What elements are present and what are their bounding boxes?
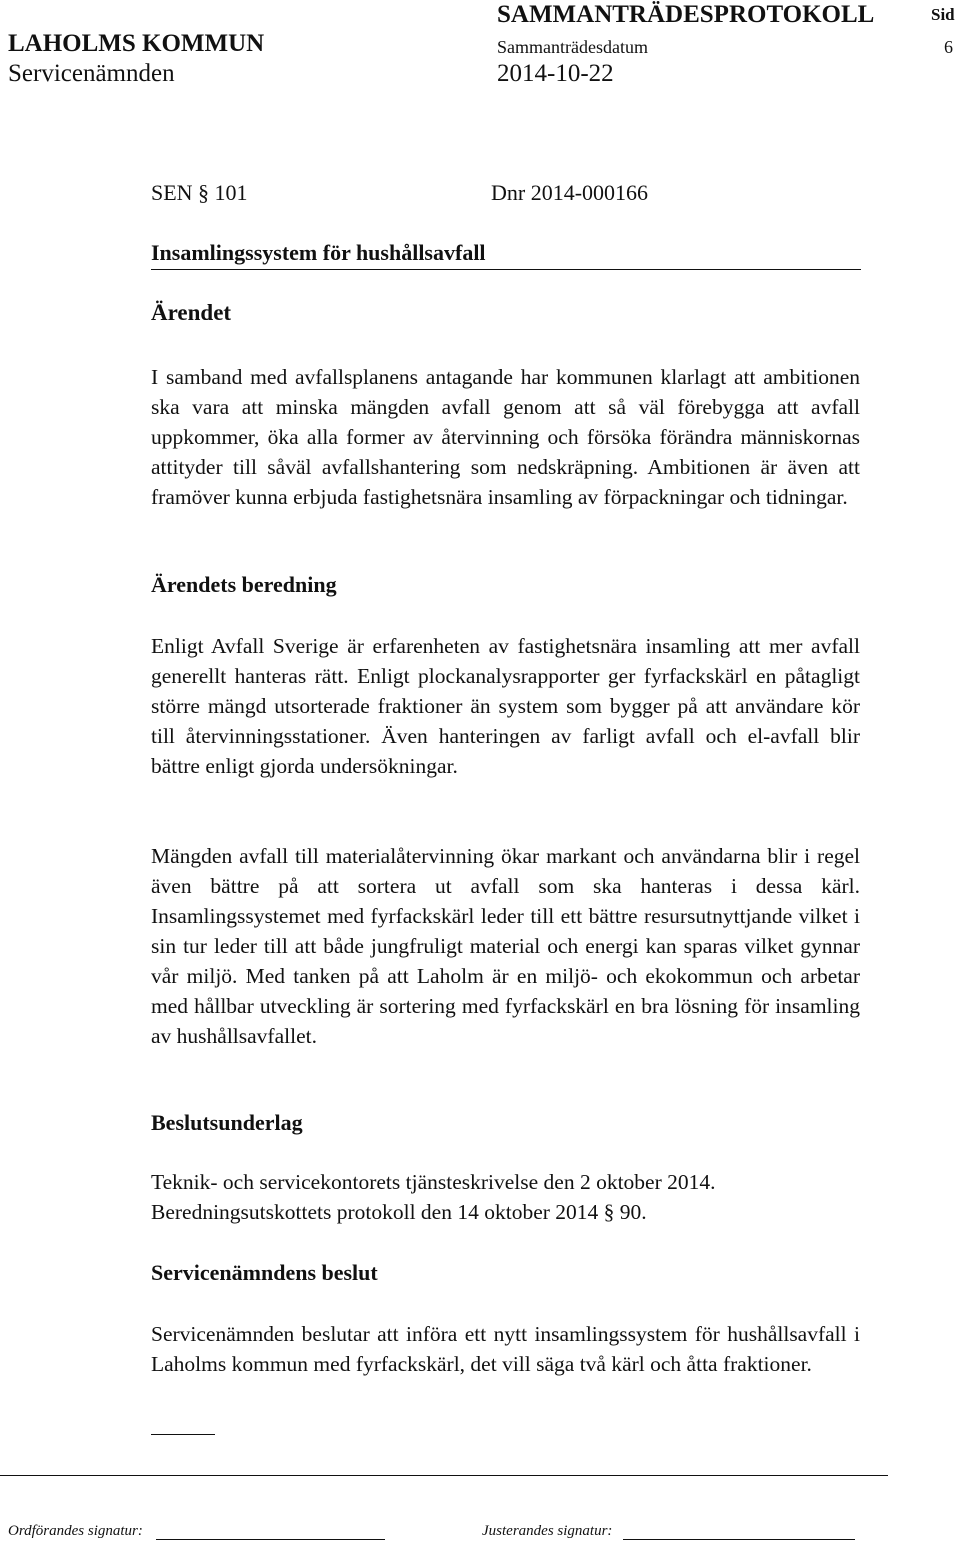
chair-signature-line	[156, 1539, 385, 1540]
chair-signature-label: Ordförandes signatur:	[8, 1523, 143, 1539]
page-number: 6	[944, 37, 953, 57]
meeting-date: 2014-10-22	[497, 60, 614, 87]
case-title: Insamlingssystem för hushållsavfall	[151, 240, 486, 265]
section-heading-beslutsunderlag: Beslutsunderlag	[151, 1110, 303, 1135]
beredning-paragraph-2: Mängden avfall till materialåtervinning ökar markant och användarna blir i regel även bättre på att sortera ut avfall som ska hanteras i dessa kärl. Insamlingssystemet med fyrfackskärl leder till ett bättre resursutnyttjande vilket i sin tur leder till att både jungfruligt material och energi kan sparas vilket gynnar vår miljö. Med tanken på att Laholm är en miljö- och ekokommun och arbetar med hållbar utveckling är sortering med fyrfackskärl en bra lösning för insamling av hushållsavfallet.	[151, 844, 860, 1048]
committee-name: Servicenämnden	[8, 60, 175, 87]
adjuster-signature-label: Justerandes signatur:	[482, 1523, 613, 1539]
municipality-name: LAHOLMS KOMMUN	[8, 30, 265, 57]
underlag-item-2: Beredningsutskottets protokoll den 14 oktober 2014 § 90.	[151, 1200, 647, 1224]
footer-divider	[0, 1475, 888, 1476]
meeting-date-label: Sammanträdesdatum	[497, 37, 648, 57]
underlag-item-1: Teknik- och servicekontorets tjänsteskrivelse den 2 oktober 2014.	[151, 1170, 716, 1194]
section-heading-arendet: Ärendet	[151, 300, 232, 325]
title-underline	[151, 269, 861, 270]
beredning-paragraph-1: Enligt Avfall Sverige är erfarenheten av fastighetsnära insamling att mer avfall generellt hanteras rätt. Enligt plockanalysrapporter ger fyrfackskärl en påtagligt större mängd utsorterade fraktioner än system som bygger på att användare kör till återvinningsstationer. Även hanteringen av farligt avfall och el-avfall blir bättre enligt gjorda undersökningar.	[151, 634, 860, 778]
end-marker-line	[151, 1434, 215, 1435]
section-heading-beredning: Ärendets beredning	[151, 572, 337, 597]
diary-number: Dnr 2014-000166	[491, 180, 649, 205]
document-type: SAMMANTRÄDESPROTOKOLL	[497, 1, 875, 28]
page-label: Sid	[931, 5, 955, 24]
paragraph-reference: SEN § 101	[151, 180, 248, 205]
beslut-paragraph: Servicenämnden beslutar att införa ett nytt insamlingssystem för hushållsavfall i Laholms kommun med fyrfackskärl, det vill säga två kärl och åtta fraktioner.	[151, 1322, 860, 1376]
arendet-paragraph: I samband med avfallsplanens antagande har kommunen klarlagt att ambitionen ska vara att minska mängden avfall genom att så väl förebygga att avfall uppkommer, öka alla former av återvinning och försöka förändra människornas attityder till såväl avfallshantering som nedskräpning. Ambitionen är även att framöver kunna erbjuda fastighetsnära insamling av förpackningar och tidningar.	[151, 365, 860, 509]
section-heading-beslut: Servicenämndens beslut	[151, 1260, 378, 1285]
adjuster-signature-line	[623, 1539, 855, 1540]
